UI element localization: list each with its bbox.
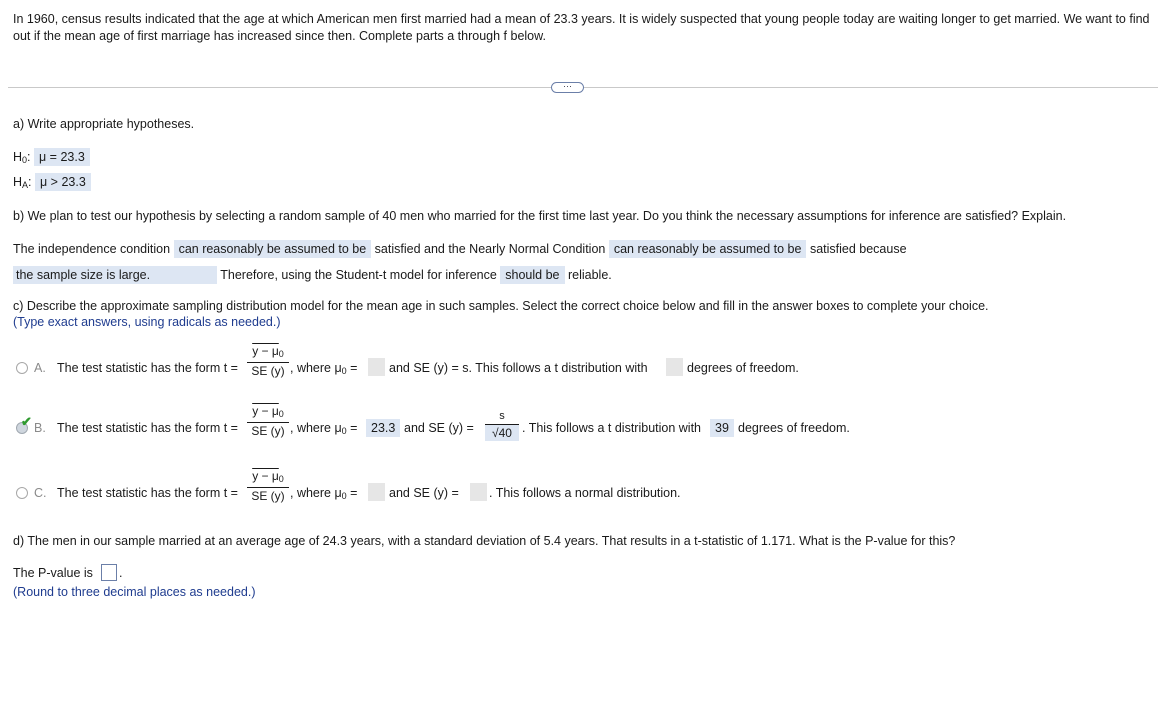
option-c-text4: and SE (y) = bbox=[389, 486, 459, 500]
independence-dropdown[interactable]: can reasonably be assumed to be bbox=[174, 240, 372, 258]
part-a-question: a) Write appropriate hypotheses. bbox=[13, 117, 195, 131]
h0-answer[interactable]: μ = 23.3 bbox=[34, 148, 90, 166]
option-c-fraction bbox=[247, 468, 289, 504]
option-c-se-input[interactable] bbox=[470, 483, 487, 501]
option-a-fraction bbox=[247, 343, 289, 379]
option-b-text6: degrees of freedom. bbox=[738, 421, 850, 435]
therefore-text: Therefore, using the Student-t model for inference bbox=[220, 268, 497, 282]
fraction-denominator: SE (y) bbox=[251, 424, 285, 438]
reliability-dropdown[interactable]: should be bbox=[500, 266, 564, 284]
part-c-hint: (Type exact answers, using radicals as needed.) bbox=[13, 315, 281, 329]
option-a-radio[interactable] bbox=[16, 362, 28, 374]
option-c-letter: C. bbox=[34, 486, 47, 500]
part-d-hint: (Round to three decimal places as needed.) bbox=[13, 585, 256, 599]
expand-more-button[interactable]: ··· bbox=[551, 82, 584, 93]
p-value-prompt: The P-value is bbox=[13, 566, 93, 580]
option-b-text4: and SE (y) = bbox=[404, 421, 474, 435]
se-denominator-answer[interactable]: √40 bbox=[485, 425, 519, 441]
p-value-period: . bbox=[119, 566, 123, 580]
option-b-text5: . This follows a t distribution with bbox=[522, 421, 702, 435]
option-c-radio[interactable] bbox=[16, 487, 28, 499]
reason-dropdown[interactable]: the sample size is large. bbox=[13, 266, 217, 284]
option-c-mu-input[interactable] bbox=[368, 483, 385, 501]
fraction-numerator: $y - \mu_0$ bbox=[252, 469, 284, 484]
independence-text: The independence condition bbox=[13, 242, 171, 256]
alt-hypothesis-row: $H_A$: μ > 23.3 bbox=[13, 175, 91, 190]
part-b-question: b) We plan to test our hypothesis by selecting a random sample of 40 men who married for the first time last year. Do you think the necessary assumptions for inference are satisfied? Explain. bbox=[13, 209, 1067, 223]
option-a-text5: degrees of freedom. bbox=[687, 361, 799, 375]
option-a-where: , where $\mu_0$ = bbox=[290, 361, 358, 376]
option-a-mu-input[interactable] bbox=[368, 358, 385, 376]
null-hypothesis-row: $H_0$: μ = 23.3 bbox=[13, 150, 90, 165]
part-d-question: d) The men in our sample married at an average age of 24.3 years, with a standard deviation of 5.4 years. That results in a t-statistic of 1.171. What is the P-value for this? bbox=[13, 534, 956, 548]
se-numerator: s bbox=[499, 410, 505, 422]
option-b-fraction bbox=[247, 403, 289, 439]
fraction-denominator: SE (y) bbox=[251, 489, 285, 503]
option-a-text4: and SE (y) = s. This follows a t distribution with bbox=[389, 361, 648, 375]
correct-check-icon: ✔ bbox=[21, 414, 32, 429]
option-c-where: , where $\mu_0$ = bbox=[290, 486, 358, 501]
option-b-mu-answer[interactable]: 23.3 bbox=[366, 419, 400, 437]
ha-answer[interactable]: μ > 23.3 bbox=[35, 173, 91, 191]
option-c-text5: . This follows a normal distribution. bbox=[489, 486, 681, 500]
ha-subscript: A bbox=[22, 180, 29, 190]
part-b-answer-line1 bbox=[13, 242, 907, 256]
option-b-letter: B. bbox=[34, 421, 46, 435]
reliable-text: reliable. bbox=[567, 268, 612, 282]
problem-intro: In 1960, census results indicated that the age at which American men first married had a mean of 23.3 years. It is widely suspected that young people today are waiting longer to get married. We want to find out if the mean age of first marriage has increased since then. Complete parts a through f below. bbox=[13, 12, 1150, 43]
h0-label: H bbox=[13, 150, 23, 164]
part-c-question: c) Describe the approximate sampling distribution model for the mean age in such samples. Select the correct choice below and fill in the answer boxes to complete your choice. bbox=[13, 299, 989, 313]
part-b-answer-line2 bbox=[13, 266, 612, 284]
option-b-df-answer[interactable]: 39 bbox=[710, 419, 734, 437]
option-b-where: , where $\mu_0$ = bbox=[290, 421, 358, 436]
ha-label: H bbox=[13, 175, 23, 189]
fraction-numerator: $y - \mu_0$ bbox=[252, 344, 284, 359]
nearly-normal-dropdown[interactable]: can reasonably be assumed to be bbox=[609, 240, 807, 258]
p-value-input[interactable] bbox=[101, 564, 117, 581]
option-b-text1: The test statistic has the form t = bbox=[57, 421, 238, 435]
fraction-numerator: $y - \mu_0$ bbox=[252, 404, 284, 419]
nearly-normal-text: satisfied and the Nearly Normal Condition bbox=[374, 242, 606, 256]
because-text: satisfied because bbox=[809, 242, 907, 256]
option-c-text1: The test statistic has the form t = bbox=[57, 486, 238, 500]
h0-subscript: 0 bbox=[22, 155, 28, 165]
fraction-denominator: SE (y) bbox=[251, 364, 285, 378]
option-a-letter: A. bbox=[34, 361, 46, 375]
option-b-se-fraction bbox=[485, 408, 519, 441]
option-a-text1: The test statistic has the form t = bbox=[57, 361, 238, 375]
option-a-df-input[interactable] bbox=[666, 358, 683, 376]
